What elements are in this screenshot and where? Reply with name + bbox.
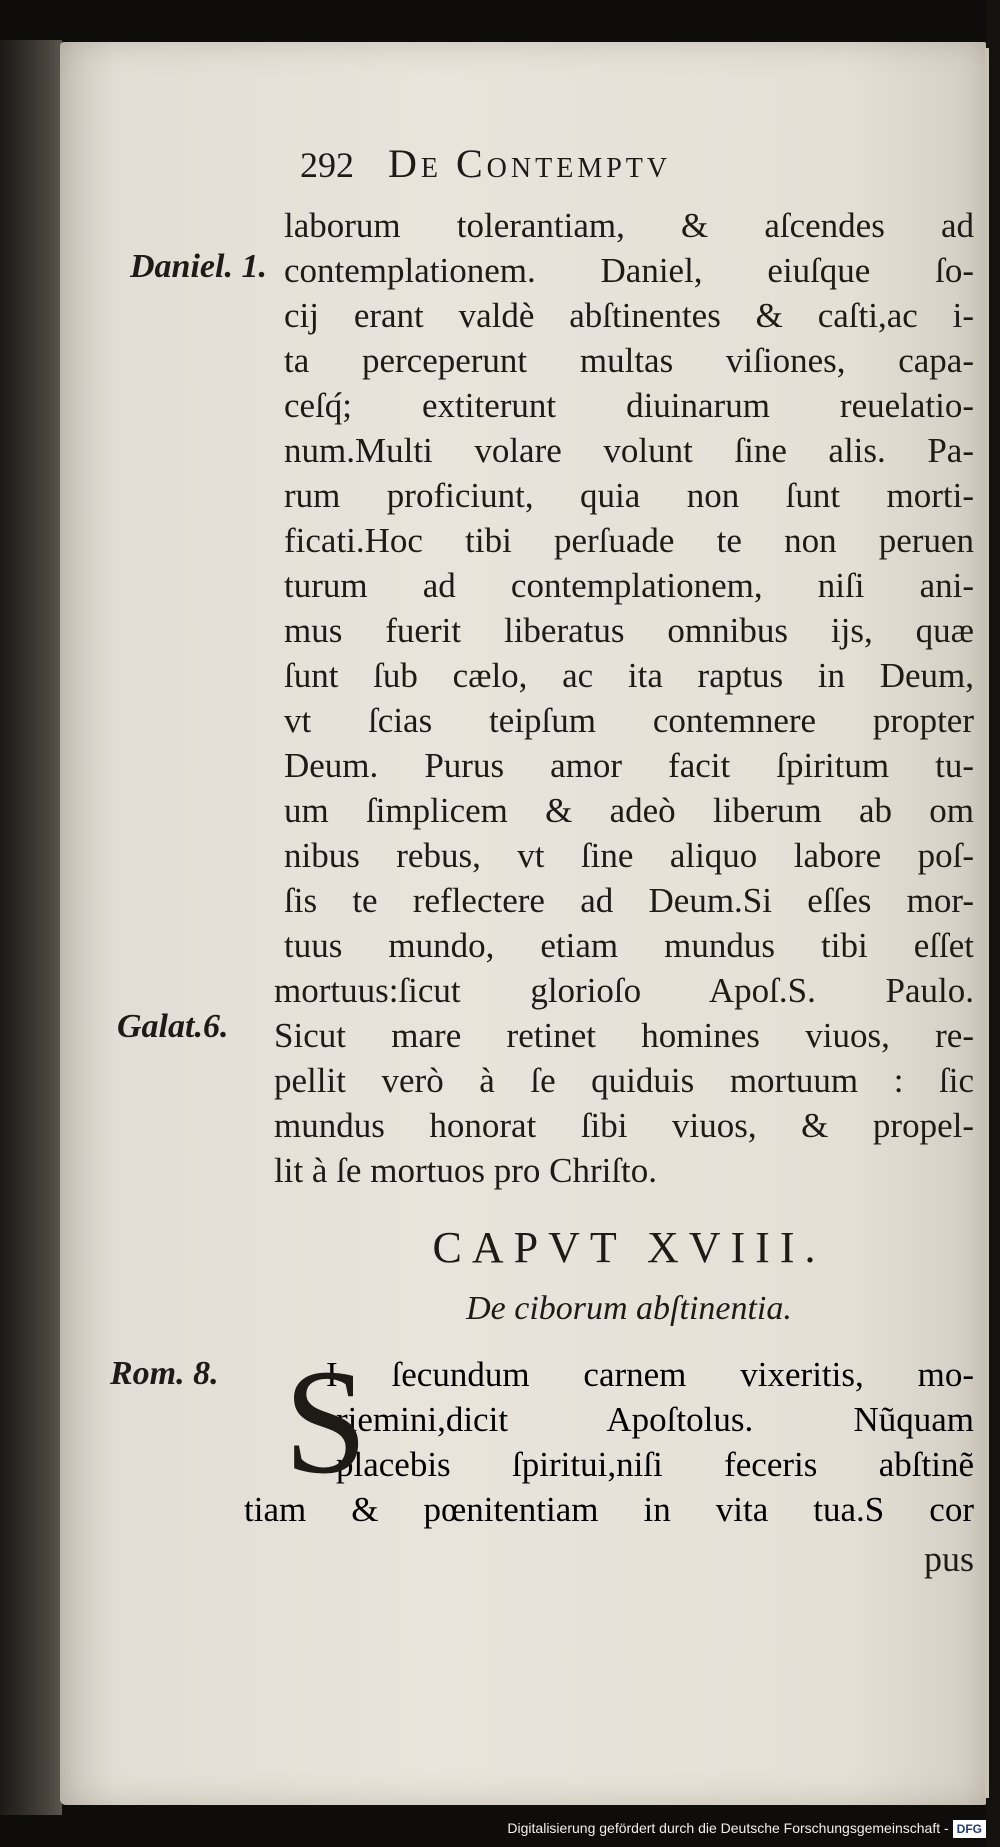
text-line: pellit verò à ſe quiduis mortuum : ſic	[274, 1061, 974, 1100]
chapter-line: tiam & pœnitentiam in vita tua.S cor	[244, 1490, 974, 1529]
text-line: um ſimplicem & adeò liberum ab om	[284, 791, 974, 830]
running-title: De Contemptv	[388, 141, 672, 186]
text-line: mundus honorat ſibi viuos, & propel-	[274, 1106, 974, 1145]
text-line: ſunt ſub cælo, ac ita raptus in Deum,	[284, 656, 974, 695]
page-edge	[985, 48, 989, 1798]
text-line: rum proficiunt, quia non ſunt morti-	[284, 476, 974, 515]
text-line: laborum tolerantiam, & aſcendes ad	[284, 206, 974, 245]
margin-note-rom: Rom. 8.	[110, 1355, 219, 1392]
text-line: Sicut mare retinet homines viuos, re-	[274, 1016, 974, 1055]
text-line: ta perceperunt multas viſiones, capa-	[284, 341, 974, 380]
page-number: 292	[300, 145, 354, 185]
dfg-logo: DFG	[953, 1820, 986, 1838]
chapter-heading: CAPVT XVIII.	[432, 1223, 826, 1272]
text-line: mus fuerit liberatus omnibus ijs, quæ	[284, 611, 974, 650]
book-binding	[0, 40, 62, 1815]
text-line: vt ſcias teipſum contemnere propter	[284, 701, 974, 740]
chapter-subtitle: De ciborum abſtinentia.	[466, 1290, 792, 1327]
chapter-text-block	[244, 1339, 974, 1532]
drop-cap: S	[284, 1339, 368, 1505]
text-line: contemplationem. Daniel, eiuſque ſo-	[284, 251, 974, 290]
running-head	[300, 140, 900, 190]
chapter-line: riemini,dicit Apoſtolus. Nũquam	[336, 1400, 974, 1439]
text-line: num.Multi volare volunt ſine alis. Pa-	[284, 431, 974, 470]
text-line: cij erant valdè abſtinentes & caſti,ac i-	[284, 296, 974, 335]
text-line: ceſq́; extiterunt diuinarum reuelatio-	[284, 386, 974, 425]
digitization-credit	[507, 1813, 986, 1843]
margin-note-galat: Galat.6.	[117, 1008, 229, 1045]
text-line: lit à ſe mortuos pro Chriſto.	[274, 1151, 658, 1190]
chapter-text	[244, 1339, 974, 1532]
text-line: Deum. Purus amor facit ſpiritum tu-	[284, 746, 974, 785]
text-line: mortuus:ſicut glorioſo Apoſ.S. Paulo.	[274, 971, 974, 1010]
text-line: tuus mundo, etiam mundus tibi eſſet	[284, 926, 974, 965]
chapter-line: placebis ſpiritui,niſi feceris abſtinẽ	[336, 1445, 974, 1484]
credit-text: Digitalisierung gefördert durch die Deutsche Forschungsgemeinschaft -	[507, 1820, 949, 1836]
body-text	[274, 203, 974, 1193]
text-line: nibus rebus, vt ſine aliquo labore poſ-	[284, 836, 974, 875]
margin-note-daniel: Daniel. 1.	[130, 248, 267, 285]
text-line: ſis te reflectere ad Deum.Si eſſes mor-	[284, 881, 974, 920]
catchword: pus	[923, 1539, 974, 1579]
text-line: turum ad contemplationem, niſi ani-	[284, 566, 974, 605]
chapter-line: I ſecundum carnem vixeritis, mo-	[326, 1355, 974, 1394]
text-line: ficati.Hoc tibi perſuade te non peruen	[284, 521, 974, 560]
